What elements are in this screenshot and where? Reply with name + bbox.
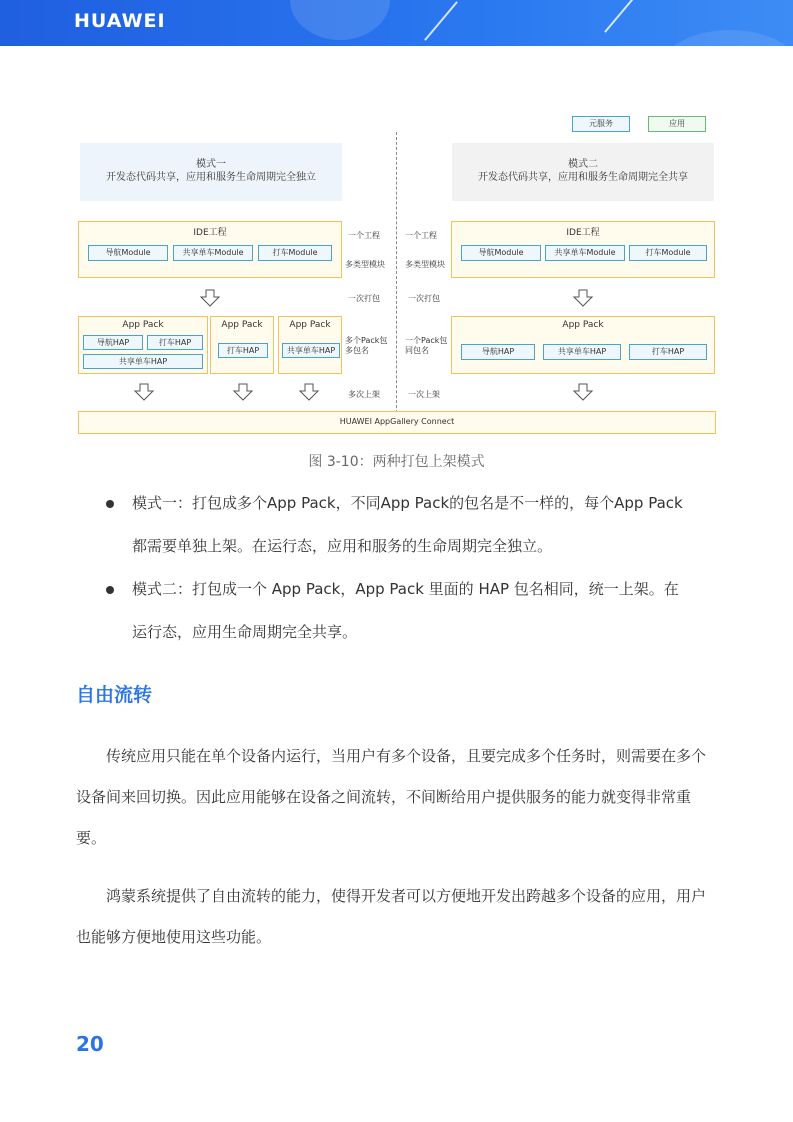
label-one-project: 一个工程 <box>348 231 380 240</box>
label-once-pack: 一次打包 <box>408 294 440 303</box>
section-title: 自由流转 <box>76 684 153 706</box>
hap-nav: 导航HAP <box>461 344 535 360</box>
body-paragraph: 鸿蒙系统提供了自由流转的能力，使得开发者可以方便地开发出跨越多个设备的应用，用户也能够方便地使用这些功能。 <box>76 887 707 946</box>
app-pack-title: App Pack <box>221 320 263 330</box>
app-pack-nav-share <box>78 316 208 374</box>
ide-title: IDE工程 <box>193 228 227 238</box>
bullet-line: 模式二：打包成一个 App Pack，App Pack 里面的 HAP 包名相同，统一上架。在 <box>132 580 679 598</box>
module-taxi: 打车Module <box>258 245 332 261</box>
figure-caption: 图 3-10：两种打包上架模式 <box>308 454 485 470</box>
label-same-name: 同包名 <box>405 346 429 355</box>
down-arrow-icon <box>573 289 593 307</box>
hap-share: 共享单车HAP <box>543 344 621 360</box>
label-multi-module: 多类型模块 <box>345 260 385 269</box>
bullet-mode1 <box>104 482 722 568</box>
mode1-title: 模式一 <box>196 159 226 170</box>
down-arrow-icon <box>573 383 593 401</box>
hap-share: 共享单车HAP <box>282 343 340 358</box>
bullet-line: 都需要单独上架。在运行态，应用和服务的生命周期完全独立。 <box>132 537 553 555</box>
label-multi-name: 多包名 <box>345 346 369 355</box>
module-share: 共享单车Module <box>173 245 253 261</box>
mode2-title: 模式二 <box>568 159 598 170</box>
packaging-diagram <box>78 112 718 438</box>
module-share: 共享单车Module <box>545 245 625 261</box>
hap-share: 共享单车HAP <box>83 354 203 369</box>
app-pack-share <box>278 316 342 374</box>
brand-logo: HUAWEI <box>74 10 166 32</box>
label-once-pack: 一次打包 <box>348 294 380 303</box>
app-pack-title: App Pack <box>122 320 164 330</box>
hap-taxi: 打车HAP <box>218 343 268 358</box>
mode-divider <box>396 132 397 428</box>
label-one-project: 一个工程 <box>405 231 437 240</box>
page-header <box>0 0 793 46</box>
label-once-shelf: 一次上架 <box>408 390 440 399</box>
ide-title: IDE工程 <box>566 228 600 238</box>
header-decoration <box>290 0 390 40</box>
label-multi-shelf: 多次上架 <box>348 390 380 399</box>
bullet-mode2 <box>104 568 722 654</box>
app-pack-title: App Pack <box>562 320 604 330</box>
ide-project-left <box>78 221 342 278</box>
label-multi-module: 多类型模块 <box>405 260 445 269</box>
app-pack-unified <box>451 316 715 374</box>
bullet-line: 模式一：打包成多个App Pack，不同App Pack的包名是不一样的，每个App Pack <box>132 494 683 512</box>
body-paragraph: 传统应用只能在单个设备内运行，当用户有多个设备，且要完成多个任务时，则需要在多个设备间来回切换。因此应用能够在设备之间流转，不间断给用户提供服务的能力就变得非常重要。 <box>76 747 707 847</box>
ide-project-right <box>451 221 715 278</box>
header-decoration <box>604 0 638 33</box>
down-arrow-icon <box>233 383 253 401</box>
down-arrow-icon <box>299 383 319 401</box>
mode1-desc: 开发态代码共享，应用和服务生命周期完全独立 <box>106 172 316 183</box>
mode1-header <box>80 143 342 201</box>
appgallery-connect: HUAWEI AppGallery Connect <box>78 411 716 434</box>
mode2-desc: 开发态代码共享，应用和服务生命周期完全共享 <box>478 172 688 183</box>
app-pack-taxi <box>210 316 274 374</box>
bullet-dot <box>106 586 114 594</box>
down-arrow-icon <box>134 383 154 401</box>
header-decoration <box>424 1 458 41</box>
page-number: 20 <box>76 1032 104 1056</box>
bullet-line: 运行态，应用生命周期完全共享。 <box>132 623 358 641</box>
label-multi-pack: 多个Pack包 <box>345 336 388 345</box>
bullet-dot <box>106 500 114 508</box>
hap-nav: 导航HAP <box>83 335 143 350</box>
app-pack-title: App Pack <box>289 320 331 330</box>
legend-service: 元服务 <box>572 116 630 132</box>
module-taxi: 打车Module <box>629 245 707 261</box>
down-arrow-icon <box>200 289 220 307</box>
label-one-pack: 一个Pack包 <box>405 336 448 345</box>
hap-taxi: 打车HAP <box>147 335 203 350</box>
mode2-header <box>452 143 714 201</box>
legend-app: 应用 <box>648 116 706 132</box>
module-nav: 导航Module <box>461 245 541 261</box>
hap-taxi: 打车HAP <box>629 344 707 360</box>
module-nav: 导航Module <box>88 245 168 261</box>
header-decoration <box>660 30 793 46</box>
